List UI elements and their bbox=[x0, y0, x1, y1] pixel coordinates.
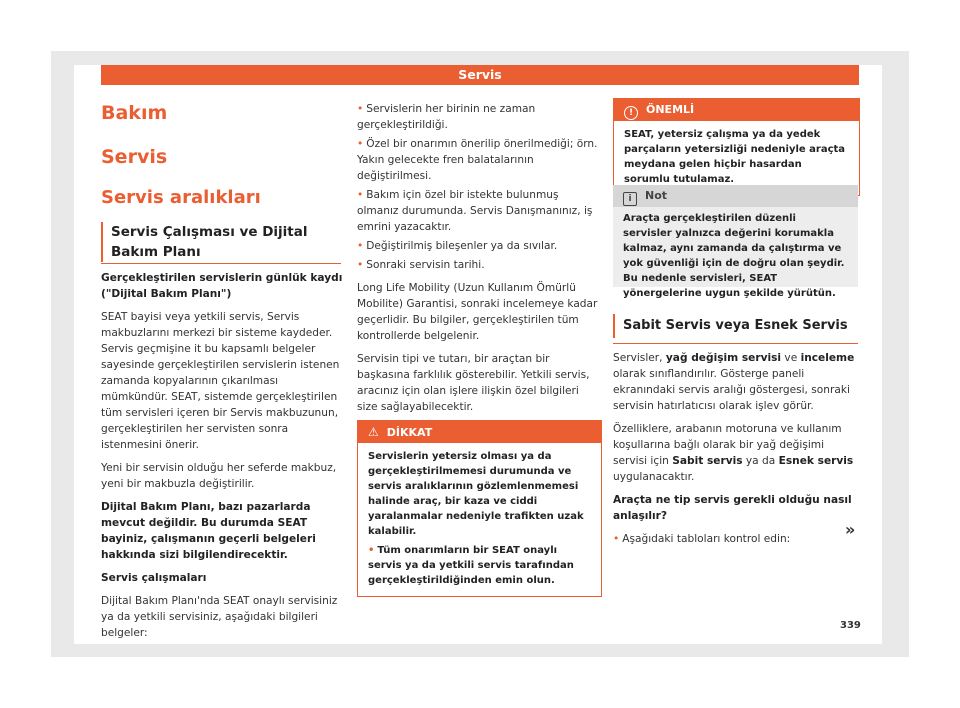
right-p1-e: olarak sınıflandırılır. Gösterge paneli ekranındaki servis aralığı göstergesi, sonraki servisin hatırlatıcısı olarak işlev görür. bbox=[613, 368, 850, 412]
info-circle-icon: ! bbox=[624, 106, 638, 120]
right-column bbox=[613, 350, 858, 554]
note-title: Not bbox=[645, 189, 668, 202]
middle-bullet-3: Değiştirilmiş bileşenler ya da sıvılar. bbox=[366, 240, 558, 252]
warning-bullet: Tüm onarımların bir SEAT onaylı servis ya da yetkili servis tarafından gerçekleştirildiğinden emin olun. bbox=[368, 545, 574, 586]
page-number: 339 bbox=[840, 620, 861, 631]
warning-box bbox=[357, 420, 602, 597]
p1-title: Gerçekleştirilen servislerin günlük kaydı ("Dijital Bakım Planı") bbox=[101, 272, 343, 300]
right-p1-d: inceleme bbox=[800, 352, 855, 364]
right-p1 bbox=[613, 350, 858, 414]
bullet-icon: • bbox=[357, 189, 364, 201]
left-column bbox=[101, 270, 343, 648]
section-title: Sabit Servis veya Esnek Servis bbox=[613, 314, 868, 338]
warning-body bbox=[358, 443, 601, 596]
right-p2 bbox=[613, 421, 858, 485]
p3-bold: Dijital Bakım Planı, bazı pazarlarda mevcut değildir. Bu durumda SEAT bayiniz, çalışmanın geçerli belgeleri hakkında sizi bilgilendirecektir. bbox=[101, 501, 316, 561]
info-icon: i bbox=[623, 192, 637, 206]
p1: SEAT bayisi veya yetkili servis, Servis makbuzlarını merkezi bir sisteme kaydeder. Servis geçmişine it bu kapsamlı belgeler sayesinde gerçekleştirilen servislerin istenen zamanda kopyalarının çıkarılması mümkündür. SEAT, sistemde gerçekleştirilen tüm servisleri içeren bir Servis makbuzunun, gerçekleştirilen her servisten sonra istenmesini önerir. bbox=[101, 311, 340, 451]
p4-title: Servis çalışmaları bbox=[101, 572, 207, 584]
divider bbox=[101, 263, 341, 264]
p2: Yeni bir servisin olduğu her seferde makbuz, yeni bir makbuzla değiştirilir. bbox=[101, 462, 337, 490]
right-p1-b: yağ değişim servisi bbox=[665, 352, 782, 364]
bullet-icon: • bbox=[357, 240, 364, 252]
middle-bullet-0: Servislerin her birinin ne zaman gerçekleştirildiği. bbox=[357, 103, 536, 131]
note-header bbox=[613, 185, 858, 207]
right-p2-c: ya da bbox=[742, 455, 779, 467]
bullet-icon: • bbox=[357, 138, 364, 150]
right-p1-a: Servisler, bbox=[613, 352, 666, 364]
middle-bullet-1: Özel bir onarımın önerilip önerilmediği; örn. Yakın gelecekte fren balatalarının değiştirilmesi. bbox=[357, 138, 598, 182]
middle-column bbox=[357, 101, 601, 422]
notice-header bbox=[614, 99, 859, 121]
notice-title: ÖNEMLİ bbox=[646, 103, 695, 116]
title-servis-araliklari: Servis aralıkları bbox=[101, 187, 261, 208]
title-servis: Servis bbox=[101, 146, 168, 168]
right-p2-a: Özelliklere, arabanın motoruna ve kullanım koşullarına bağlı olarak bir yağ değişimi servisi için bbox=[613, 423, 842, 467]
subtitle: Servis Çalışması ve Dijital Bakım Planı bbox=[101, 222, 351, 262]
right-bullet: Aşağıdaki tabloları kontrol edin: bbox=[622, 533, 791, 545]
bullet-icon: • bbox=[357, 259, 364, 271]
note-box bbox=[613, 185, 858, 299]
right-p2-e: uygulanacaktır. bbox=[613, 471, 695, 483]
middle-p2: Servisin tipi ve tutarı, bir araçtan bir başkasına farklılık gösterebilir. Yetkili servis, aracınız için olan işlere ilişkin özel bilgileri size sağlayabilecektir. bbox=[357, 353, 590, 413]
p4: Dijital Bakım Planı'nda SEAT onaylı servisiniz ya da yetkili servisiniz, aşağıdaki bilgileri belgeler: bbox=[101, 595, 338, 639]
bullet-icon: • bbox=[368, 545, 375, 556]
middle-bullet-2: Bakım için özel bir istekte bulunmuş olmanız durumunda. Servis Danışmanınız, iş emrini yazacaktır. bbox=[357, 189, 593, 233]
warning-title: DİKKAT bbox=[386, 426, 433, 439]
notice-box bbox=[613, 98, 860, 196]
right-p1-c: ve bbox=[781, 352, 801, 364]
notice-body: SEAT, yetersiz çalışma ya da yedek parçaların yetersizliği nedeniyle araçta meydana gelen hiçbir hasardan sorumlu tutulamaz. bbox=[624, 129, 846, 185]
header-bar: Servis bbox=[101, 65, 859, 85]
middle-bullet-4: Sonraki servisin tarihi. bbox=[366, 259, 485, 271]
bullet-icon: • bbox=[357, 103, 364, 115]
right-question: Araçta ne tip servis gerekli olduğu nasıl anlaşılır? bbox=[613, 494, 852, 522]
middle-p1: Long Life Mobility (Uzun Kullanım Ömürlü Mobilite) Garantisi, sonraki incelemeye kadar geçerlidir. Bu bilgiler, gerçekleştirilen tüm kontrollerde belgelenir. bbox=[357, 282, 598, 342]
continue-icon: » bbox=[845, 520, 856, 539]
title-bakim: Bakım bbox=[101, 102, 168, 124]
warning-icon: ⚠ bbox=[368, 425, 379, 439]
note-body: Araçta gerçekleştirilen düzenli servisler yalnızca değerini korumakla kalmaz, aynı zamanda da çalıştırma ve yok güvenliği için de doğru olan şeydir. Bu nedenle servisleri, SEAT yönergelerine uygun şekilde yürütün. bbox=[623, 213, 845, 299]
right-p2-d: Esnek servis bbox=[778, 455, 854, 467]
warning-text: Servislerin yetersiz olması ya da gerçekleştirilmemesi durumunda ve servis aralıklarının gözlemlenmemesi halinde araç, bir kaza ve ciddi yaralanmalar nedeniyle trafikten uzak kalabilir. bbox=[368, 451, 584, 537]
warning-header bbox=[358, 421, 601, 443]
section-divider bbox=[613, 343, 858, 344]
right-p2-b: Sabit servis bbox=[672, 455, 743, 467]
bullet-icon: • bbox=[613, 533, 620, 545]
